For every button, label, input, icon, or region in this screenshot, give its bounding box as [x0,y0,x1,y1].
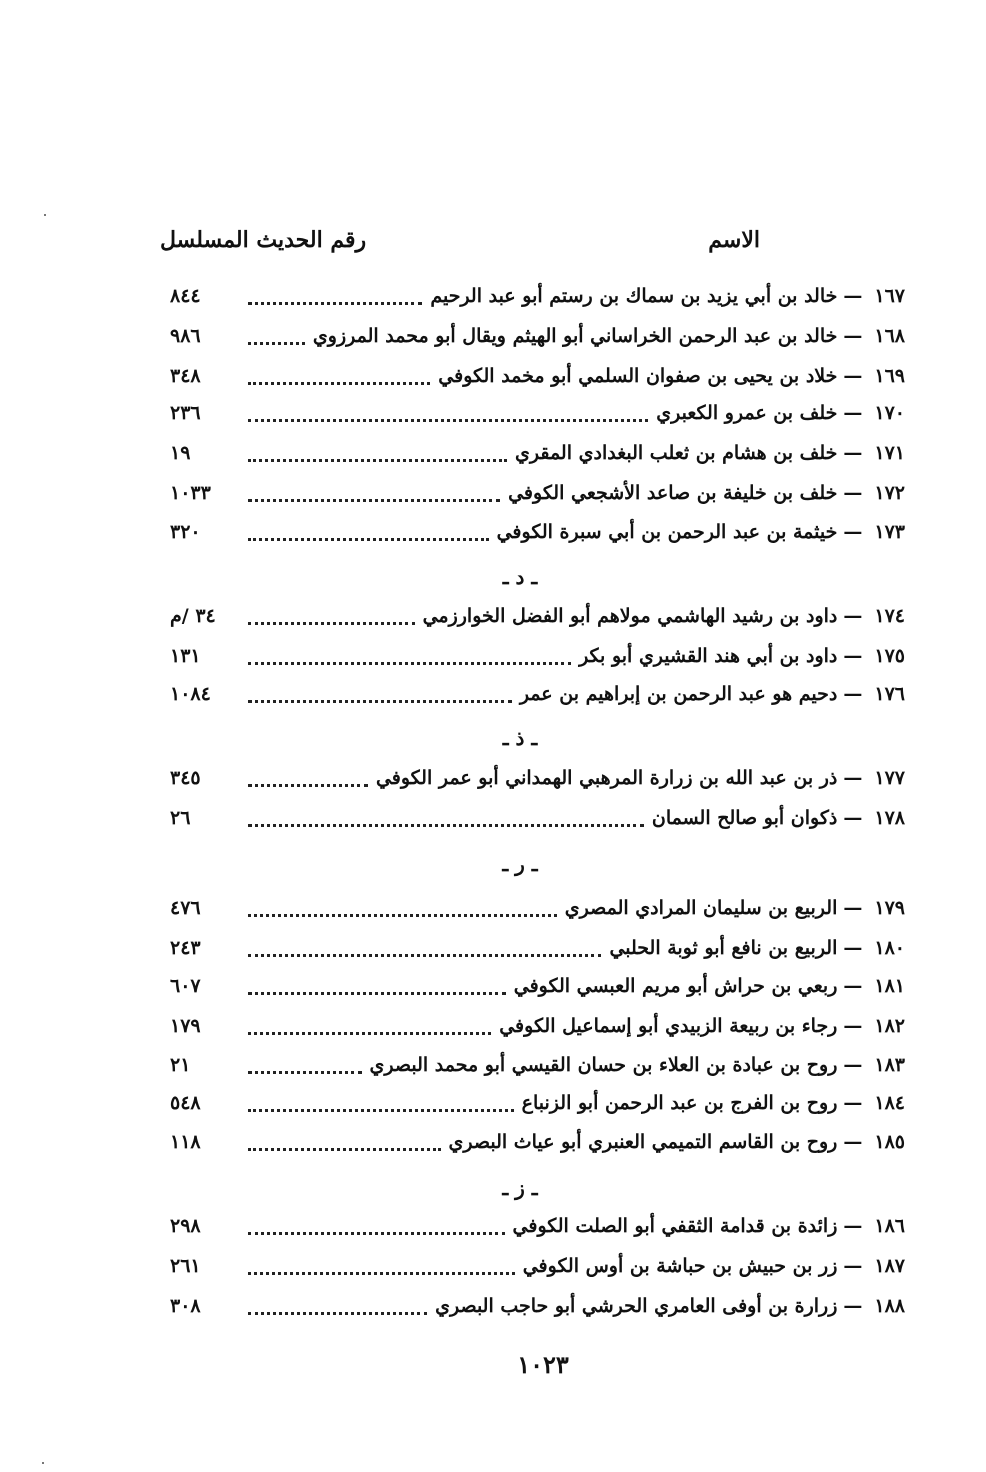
index-entry-row [170,760,905,796]
index-entry-row [170,514,905,550]
entry-hadith-number: ٢٦١ [170,1255,201,1277]
entry-serial-number: ١٧٦ [874,683,905,705]
leader-dots [248,380,430,385]
entry-hadith-number: ٣٢٠ [170,521,201,543]
entry-serial-number: ١٧٩ [874,897,905,919]
entry-serial-number: ١٨٦ [874,1215,905,1237]
name-column-heading: الاسم [708,227,760,253]
entry-dash: — [843,683,863,705]
entry-dash: — [843,937,863,959]
index-entry-row [170,435,905,471]
entry-narrator-name: خلف بن هشام بن ثعلب البغدادي المقري [514,442,838,464]
entry-narrator-name: الربيع بن سليمان المرادي المصري [564,897,838,919]
entry-hadith-number: ١١٨ [170,1131,201,1153]
entry-narrator-name: خيثمة بن عبد الرحمن بن أبي سبرة الكوفي [496,521,838,543]
entry-serial-number: ١٨٨ [874,1295,905,1317]
entry-dash: — [843,285,863,307]
entry-serial-number: ١٦٨ [874,325,905,347]
entry-dash: — [843,1295,863,1317]
entry-narrator-name: زائدة بن قدامة الثقفي أبو الصلت الكوفي [512,1215,838,1237]
index-entry-row [170,475,905,511]
entry-narrator-name: ربعي بن حراش أبو مريم العبسي الكوفي [513,975,838,997]
leader-dots [248,1146,441,1151]
entry-dash: — [843,402,863,424]
entry-hadith-number: ١٧٩ [170,1015,201,1037]
entry-serial-number: ١٨١ [874,975,905,997]
leader-dots [248,1230,505,1235]
entry-hadith-number: ٢٦ [170,807,191,829]
entry-hadith-number: ٤٧٦ [170,897,201,919]
entry-hadith-number: ١٣١ [170,645,201,667]
leader-dots [248,457,507,462]
entry-serial-number: ١٨٠ [874,937,905,959]
entry-hadith-number: ٣٠٨ [170,1295,201,1317]
section-letter-heading: ـ ذ ـ [502,726,538,750]
leader-dots [248,698,512,703]
index-entry-row [170,800,905,836]
index-entry-row [170,358,905,394]
entry-hadith-number: ٣٤٥ [170,767,201,789]
entry-narrator-name: دحيم هو عبد الرحمن بن إبراهيم بن عمر [519,683,838,705]
entry-narrator-name: خلف بن خليفة بن صاعد الأشجعي الكوفي [508,482,838,504]
index-entry-row [170,318,905,354]
leader-dots [248,1069,362,1074]
entry-serial-number: ١٧٢ [874,482,905,504]
entry-hadith-number: ١٠٣٣ [170,482,211,504]
index-entry-row [170,598,905,634]
entry-dash: — [843,365,863,387]
entry-serial-number: ١٧٤ [874,605,905,627]
entry-serial-number: ١٧٣ [874,521,905,543]
leader-dots [248,536,489,541]
entry-dash: — [843,807,863,829]
entry-serial-number: ١٧٧ [874,767,905,789]
section-letter-heading: ـ ز ـ [502,1176,538,1200]
entry-dash: — [843,482,863,504]
leader-dots [248,300,422,305]
entry-hadith-number: ٢١ [170,1054,191,1076]
entry-hadith-number: ٢٤٣ [170,937,201,959]
entry-dash: — [843,605,863,627]
entry-dash: — [843,521,863,543]
entry-dash: — [843,1054,863,1076]
leader-dots [248,417,648,422]
index-entry-row [170,1248,905,1284]
leader-dots [248,1107,514,1112]
index-entry-row [170,278,905,314]
leader-dots [248,990,506,995]
entry-dash: — [843,1015,863,1037]
entry-hadith-number: ٨٤٤ [170,285,201,307]
index-entry-row [170,1208,905,1244]
entry-serial-number: ١٧٨ [874,807,905,829]
entry-hadith-number: ٩٨٦ [170,325,201,347]
entry-narrator-name: روح بن الفرج بن عبد الرحمن أبو الزنباع [521,1092,838,1114]
leader-dots [248,340,305,345]
index-entry-row [170,1085,905,1121]
entry-dash: — [843,1215,863,1237]
entry-narrator-name: زر بن حبيش بن حباشة بن أوس الكوفي [522,1255,838,1277]
entry-dash: — [843,325,863,347]
index-entry-row [170,1288,905,1324]
entry-narrator-name: داود بن رشيد الهاشمي مولاهم أبو الفضل الخوارزمي [422,605,838,627]
entry-serial-number: ١٨٥ [874,1131,905,1153]
entry-hadith-number: ٢٣٦ [170,402,201,424]
leader-dots [248,822,644,827]
leader-dots [248,620,415,625]
index-entry-row [170,638,905,674]
entry-serial-number: ١٧٠ [874,402,905,424]
entry-serial-number: ١٧١ [874,442,905,464]
entry-serial-number: ١٨٧ [874,1255,905,1277]
entry-serial-number: ١٦٩ [874,365,905,387]
leader-dots [248,1030,491,1035]
leader-dots [248,782,368,787]
entry-narrator-name: ذكوان أبو صالح السمان [651,807,838,829]
leader-dots [248,1270,515,1275]
index-entry-row [170,676,905,712]
entry-narrator-name: ذر بن عبد الله بن زرارة المرهبي الهمداني أبو عمر الكوفي [375,767,838,789]
entry-hadith-number: ١٩ [170,442,191,464]
page-number: ١٠٢٣ [517,1350,569,1379]
entry-hadith-number: ٣٤٨ [170,365,201,387]
index-entry-row [170,890,905,926]
entry-dash: — [843,767,863,789]
leader-dots [248,1310,427,1315]
entry-narrator-name: رجاء بن ربيعة الزبيدي أبو إسماعيل الكوفي [499,1015,838,1037]
entry-narrator-name: الربيع بن نافع أبو ثوبة الحلبي [609,937,838,959]
entry-dash: — [843,1092,863,1114]
entry-dash: — [843,442,863,464]
entry-narrator-name: روح بن عبادة بن العلاء بن حسان القيسي أبو محمد البصري [369,1054,838,1076]
entry-narrator-name: روح بن القاسم التميمي العنبري أبو عياث البصري [448,1131,838,1153]
index-entry-row [170,930,905,966]
entry-hadith-number: ٣٤ /م [170,605,216,627]
entry-hadith-number: ٢٩٨ [170,1215,201,1237]
entry-dash: — [843,645,863,667]
entry-serial-number: ١٧٥ [874,645,905,667]
leader-dots [248,952,601,957]
leader-dots [248,497,500,502]
entry-hadith-number: ٦٠٧ [170,975,201,997]
entry-narrator-name: داود بن أبي هند القشيري أبو بكر [579,645,838,667]
entry-dash: — [843,1255,863,1277]
entry-dash: — [843,897,863,919]
entry-narrator-name: خلاد بن يحيى بن صفوان السلمي أبو مخمد الكوفي [438,365,838,387]
entry-serial-number: ١٨٤ [874,1092,905,1114]
section-letter-heading: ـ ر ـ [502,852,538,876]
leader-dots [248,912,557,917]
index-entry-row [170,1124,905,1160]
entry-hadith-number: ٥٤٨ [170,1092,201,1114]
entry-narrator-name: خالد بن عبد الرحمن الخراساني أبو الهيثم ويقال أبو محمد المرزوي [312,325,838,347]
entry-hadith-number: ١٠٨٤ [170,683,211,705]
entry-serial-number: ١٦٧ [874,285,905,307]
index-entry-row [170,1047,905,1083]
entry-dash: — [843,975,863,997]
leader-dots [248,660,571,665]
number-column-heading: رقم الحديث المسلسل [160,227,367,253]
index-entry-row [170,968,905,1004]
entry-serial-number: ١٨٣ [874,1054,905,1076]
entry-dash: — [843,1131,863,1153]
entry-serial-number: ١٨٢ [874,1015,905,1037]
index-entry-row [170,395,905,431]
entry-narrator-name: خلف بن عمرو الكعبري [656,402,838,424]
section-letter-heading: ـ د ـ [502,565,538,589]
entry-narrator-name: خالد بن أبي يزيد بن سماك بن رستم أبو عبد الرحيم [430,285,838,307]
index-entry-row [170,1008,905,1044]
entry-narrator-name: زرارة بن أوفى العامري الحرشي أبو حاجب البصري [435,1295,838,1317]
